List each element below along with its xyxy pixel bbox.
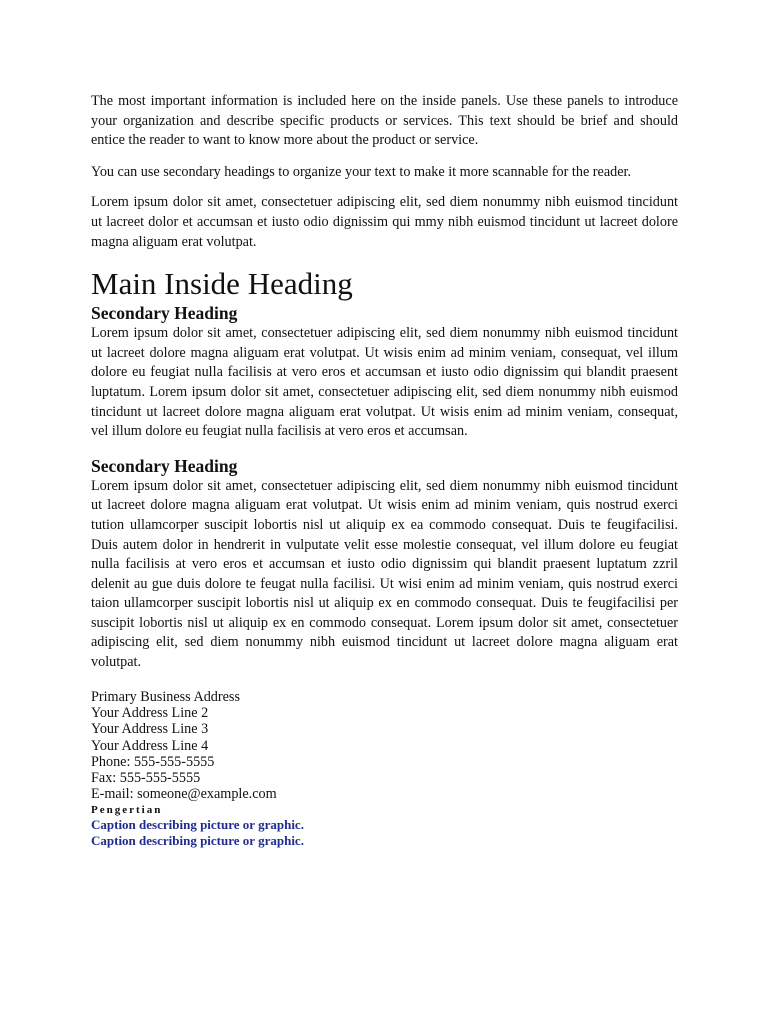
email-line: E-mail: someone@example.com [91,786,277,803]
address-block [91,689,678,803]
fax-line: Fax: 555-555-5555 [91,770,201,787]
section-body: Lorem ipsum dolor sit amet, consectetuer adipiscing elit, sed diem nonummy nibh euismod tincidunt ut lacreet dolore magna aliguam erat volutpat. Ut wisis enim ad minim veniam, quis nostrud exerci tution ullamcorper suscipit lobortis nisl ut aliquip ex ea commodo consequat. Duis te feugifacilisi. Duis autem dolor in hendrerit in vulputate velit esse molestie consequat, vel illum dolore eu feugiat nulla facilisis at vero eros et accumsan et iusto odio dignissim qui blandit praesent luptatum zzril delenit au gue duis dolore te feugat nulla facilisi. Ut wisi enim ad minim veniam, quis nostrud exerci taion ullamcorper suscipit lobortis nisl ut aliquip ex en commodo consequat. Duis te feugifacilisi per suscipit lobortis nisl ut aliquip ex en commodo consequat. Lorem ipsum dolor sit amet, consectetuer adipiscing elit, sed diem nonummy nibh euismod tincidunt ut lacreet dolore magna aliguam erat volutpat. [91,477,678,671]
address-line: Your Address Line 3 [91,721,209,738]
pengertian-label: Pengertian [91,803,163,816]
picture-caption: Caption describing picture or graphic. [91,832,304,848]
picture-caption: Caption describing picture or graphic. [91,816,304,832]
address-line: Primary Business Address [91,688,240,705]
section [91,455,678,673]
intro-paragraph: The most important information is included here on the inside panels. Use these panels to introduce your organization and describe specific products or services. This text should be brief and should entice the reader to want to know more about the product or service. [91,93,678,149]
main-heading: Main Inside Heading [91,266,353,302]
address-line: Your Address Line 4 [91,737,209,754]
address-line: Your Address Line 2 [91,704,209,721]
section-body: Lorem ipsum dolor sit amet, consectetuer adipiscing elit, sed diem nonummy nibh euismod tincidunt ut lacreet dolore magna aliguam erat volutpat. Ut wisis enim ad minim veniam, consequat, vel illum dolore eu feugiat nulla facilisis at vero eros et accumsan et iusto odio dignissim qui blandit praesent luptatum. Lorem ipsum dolor sit amet, consectetuer adipiscing elit, sed diem nonummy nibh euismod tincidunt ut lacreet dolore magna aliguam erat volutpat. Ut wisis enim ad minim veniam, consequat, vel illum dolore eu feugiat nulla facilisis at vero eros et accumsan. [91,325,678,440]
secondary-heading: Secondary Heading [91,455,238,476]
secondary-heading: Secondary Heading [91,303,238,324]
document-page [91,92,678,849]
phone-line: Phone: 555-555-5555 [91,753,215,770]
section [91,302,678,442]
intro-paragraph: Lorem ipsum dolor sit amet, consectetuer adipiscing elit, sed diem nonummy nibh euismod tincidunt ut lacreet dolor et accumsan et iusto odio dignissim qui mmy nibh euismod tincidunt ut lacreet dolore magna aliguam erat volutpat. [91,194,678,250]
intro-paragraph: You can use secondary headings to organize your text to make it more scannable for the reader. [91,163,632,180]
